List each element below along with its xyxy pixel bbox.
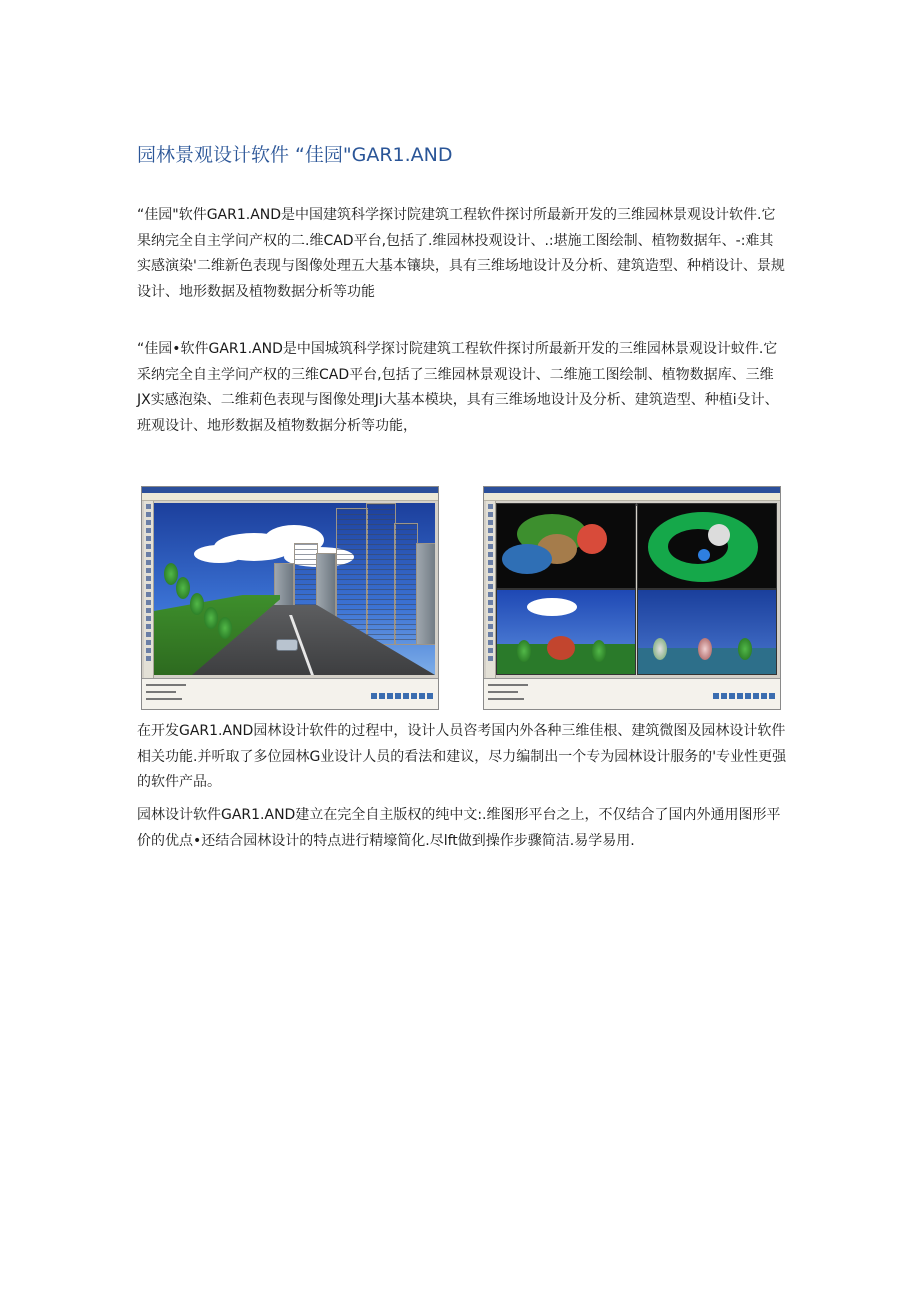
viewport-side — [637, 589, 777, 675]
command-line — [484, 678, 780, 709]
viewport-plan — [637, 503, 777, 589]
page-title: 园林景观设计软件 “佳园"GAR1.AND — [137, 144, 453, 166]
viewport-perspective — [496, 503, 636, 589]
software-screenshot-street-render — [141, 486, 439, 710]
paragraph-development: 在开发GAR1.AND园林设计软件的过程中，设计人员咨考国内外各种三维佳根、建筑微图及园林设计软件相关功能.并听取了多位园林G业设计人员的看法和建议，尽力编制出一个专为园林设计服务的'专业性更强的软件产品。 — [137, 723, 787, 790]
quad-viewport — [496, 503, 777, 675]
side-toolbar — [144, 501, 154, 679]
paragraph-platform: 园林设计软件GAR1.AND建立在完全自主版权的纯中文:.维图形平台之上，不仅结合了国内外通用图形平价的优点•还结合园林设计的特点进行精壕简化.尽lft做到操作步骤简洁.易学易用. — [137, 807, 781, 849]
window-menubar — [142, 493, 438, 501]
command-line — [142, 678, 438, 709]
viewport-front — [496, 589, 636, 675]
window-menubar — [484, 493, 780, 501]
side-toolbar — [486, 501, 496, 679]
software-screenshot-quad-view — [483, 486, 781, 710]
paragraph-intro-1: “佳园"软件GAR1.AND是中国建筑科学探讨院建筑工程软件探讨所最新开发的三维园林景观设计软件.它果纳完全自主学问产权的二.维CAD平台,包括了.维园林投观设计、.:堪施工图绘制、植物数据年、-:难其实感演染'二维新色表现与图像处理五大基本镶块，具有三维场地设计及分析、建筑造型、种梢设计、景规设计、地形数据及植物数据分析等功能 — [137, 207, 785, 300]
paragraph-intro-2: “佳园•软件GAR1.AND是中国城筑科学探讨院建筑工程软件探讨所最新开发的三维园林景观设计蚊件.它采纳完全自主学问产权的三维CAD平台,包括了三维园林景观设计、二维施工图绘制、植物数据库、三维JX实感泡染、二维莉色表现与图像处理Ji大基本模块，具有三维场地设计及分析、建筑造型、种植i殳计、班观设计、地形数据及植物数据分析等功能， — [137, 341, 779, 434]
render-viewport — [154, 503, 435, 675]
